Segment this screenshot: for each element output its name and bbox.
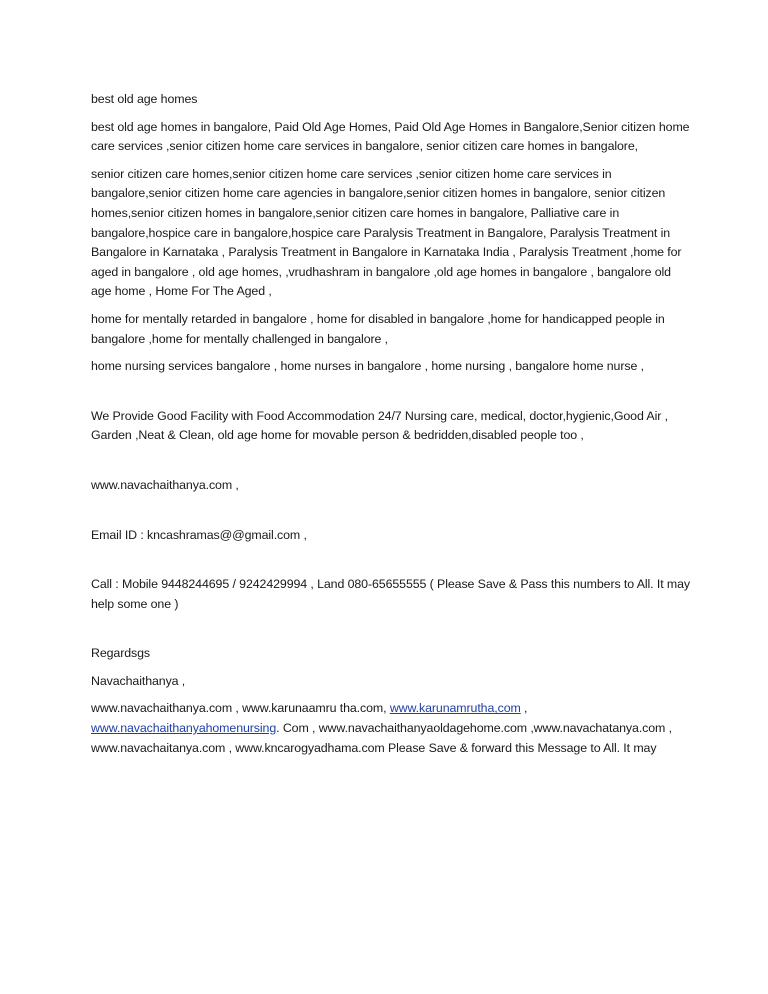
footer-text-1: www.navachaithanya.com , www.karunaamru tha.com,	[91, 701, 390, 716]
signature-line: Navachaithanya ,	[91, 673, 186, 688]
document-page	[91, 90, 691, 758]
footer-text-2: ,	[520, 701, 528, 716]
homenursing-link[interactable]: www.navachaithanyahomenursing	[91, 721, 277, 736]
keywords-paragraph-1: best old age homes in bangalore, Paid Old Age Homes, Paid Old Age Homes in Bangalore,Senior citizen home care services ,senior citizen home care services in bangalore, senior citizen care homes in bangalore,	[91, 119, 690, 154]
regards-line: Regardsgs	[91, 646, 151, 661]
email-line: Email ID : kncashramas@@gmail.com ,	[91, 527, 307, 542]
keywords-paragraph-2: senior citizen care homes,senior citizen home care services ,senior citizen home care services in bangalore,senior citizen home care agencies in bangalore,senior citizen homes in bangalore, senior citizen homes,senior citizen homes in bangalore,senior citizen care homes in bangalore, Palliative care in bangalore,hospice care in bangalore,hospice care Paralysis Treatment in Bangalore, Paralysis Treatment in Bangalore in Karnataka , Paralysis Treatment in Bangalore in Karnataka India , Paralysis Treatment ,home for aged in bangalore , old age homes, ,vrudhashram in bangalore ,old age homes in bangalore , bangalore old age home , Home For The Aged ,	[91, 166, 682, 299]
facility-paragraph: We Provide Good Facility with Food Accommodation 24/7 Nursing care, medical, doctor,hygienic,Good Air , Garden ,Neat & Clean, old age home for movable person & bedridden,disabled people too ,	[91, 408, 668, 443]
karunamrutha-link[interactable]: www.karunamrutha,com	[389, 701, 521, 716]
website-line: www.navachaithanya.com ,	[91, 477, 239, 492]
footer-text-3: . Com , www.navachaithanyaoldagehome.com ,www.navachatanya.com , www.navachaitanya.com , www.kncarogyadhama.com Please Save & forward this Message to All. It may	[91, 721, 672, 755]
footer-paragraph	[91, 699, 691, 758]
document-title: best old age homes	[91, 92, 198, 106]
call-paragraph: Call : Mobile 9448244695 / 9242429994 , Land 080-65655555 ( Please Save & Pass this numbers to All. It may help some one )	[91, 577, 691, 611]
keywords-paragraph-4: home nursing services bangalore , home nurses in bangalore , home nursing , bangalore home nurse ,	[91, 359, 644, 374]
keywords-paragraph-3: home for mentally retarded in bangalore , home for disabled in bangalore ,home for handicapped people in bangalore ,home for mentally challenged in bangalore ,	[91, 311, 665, 346]
